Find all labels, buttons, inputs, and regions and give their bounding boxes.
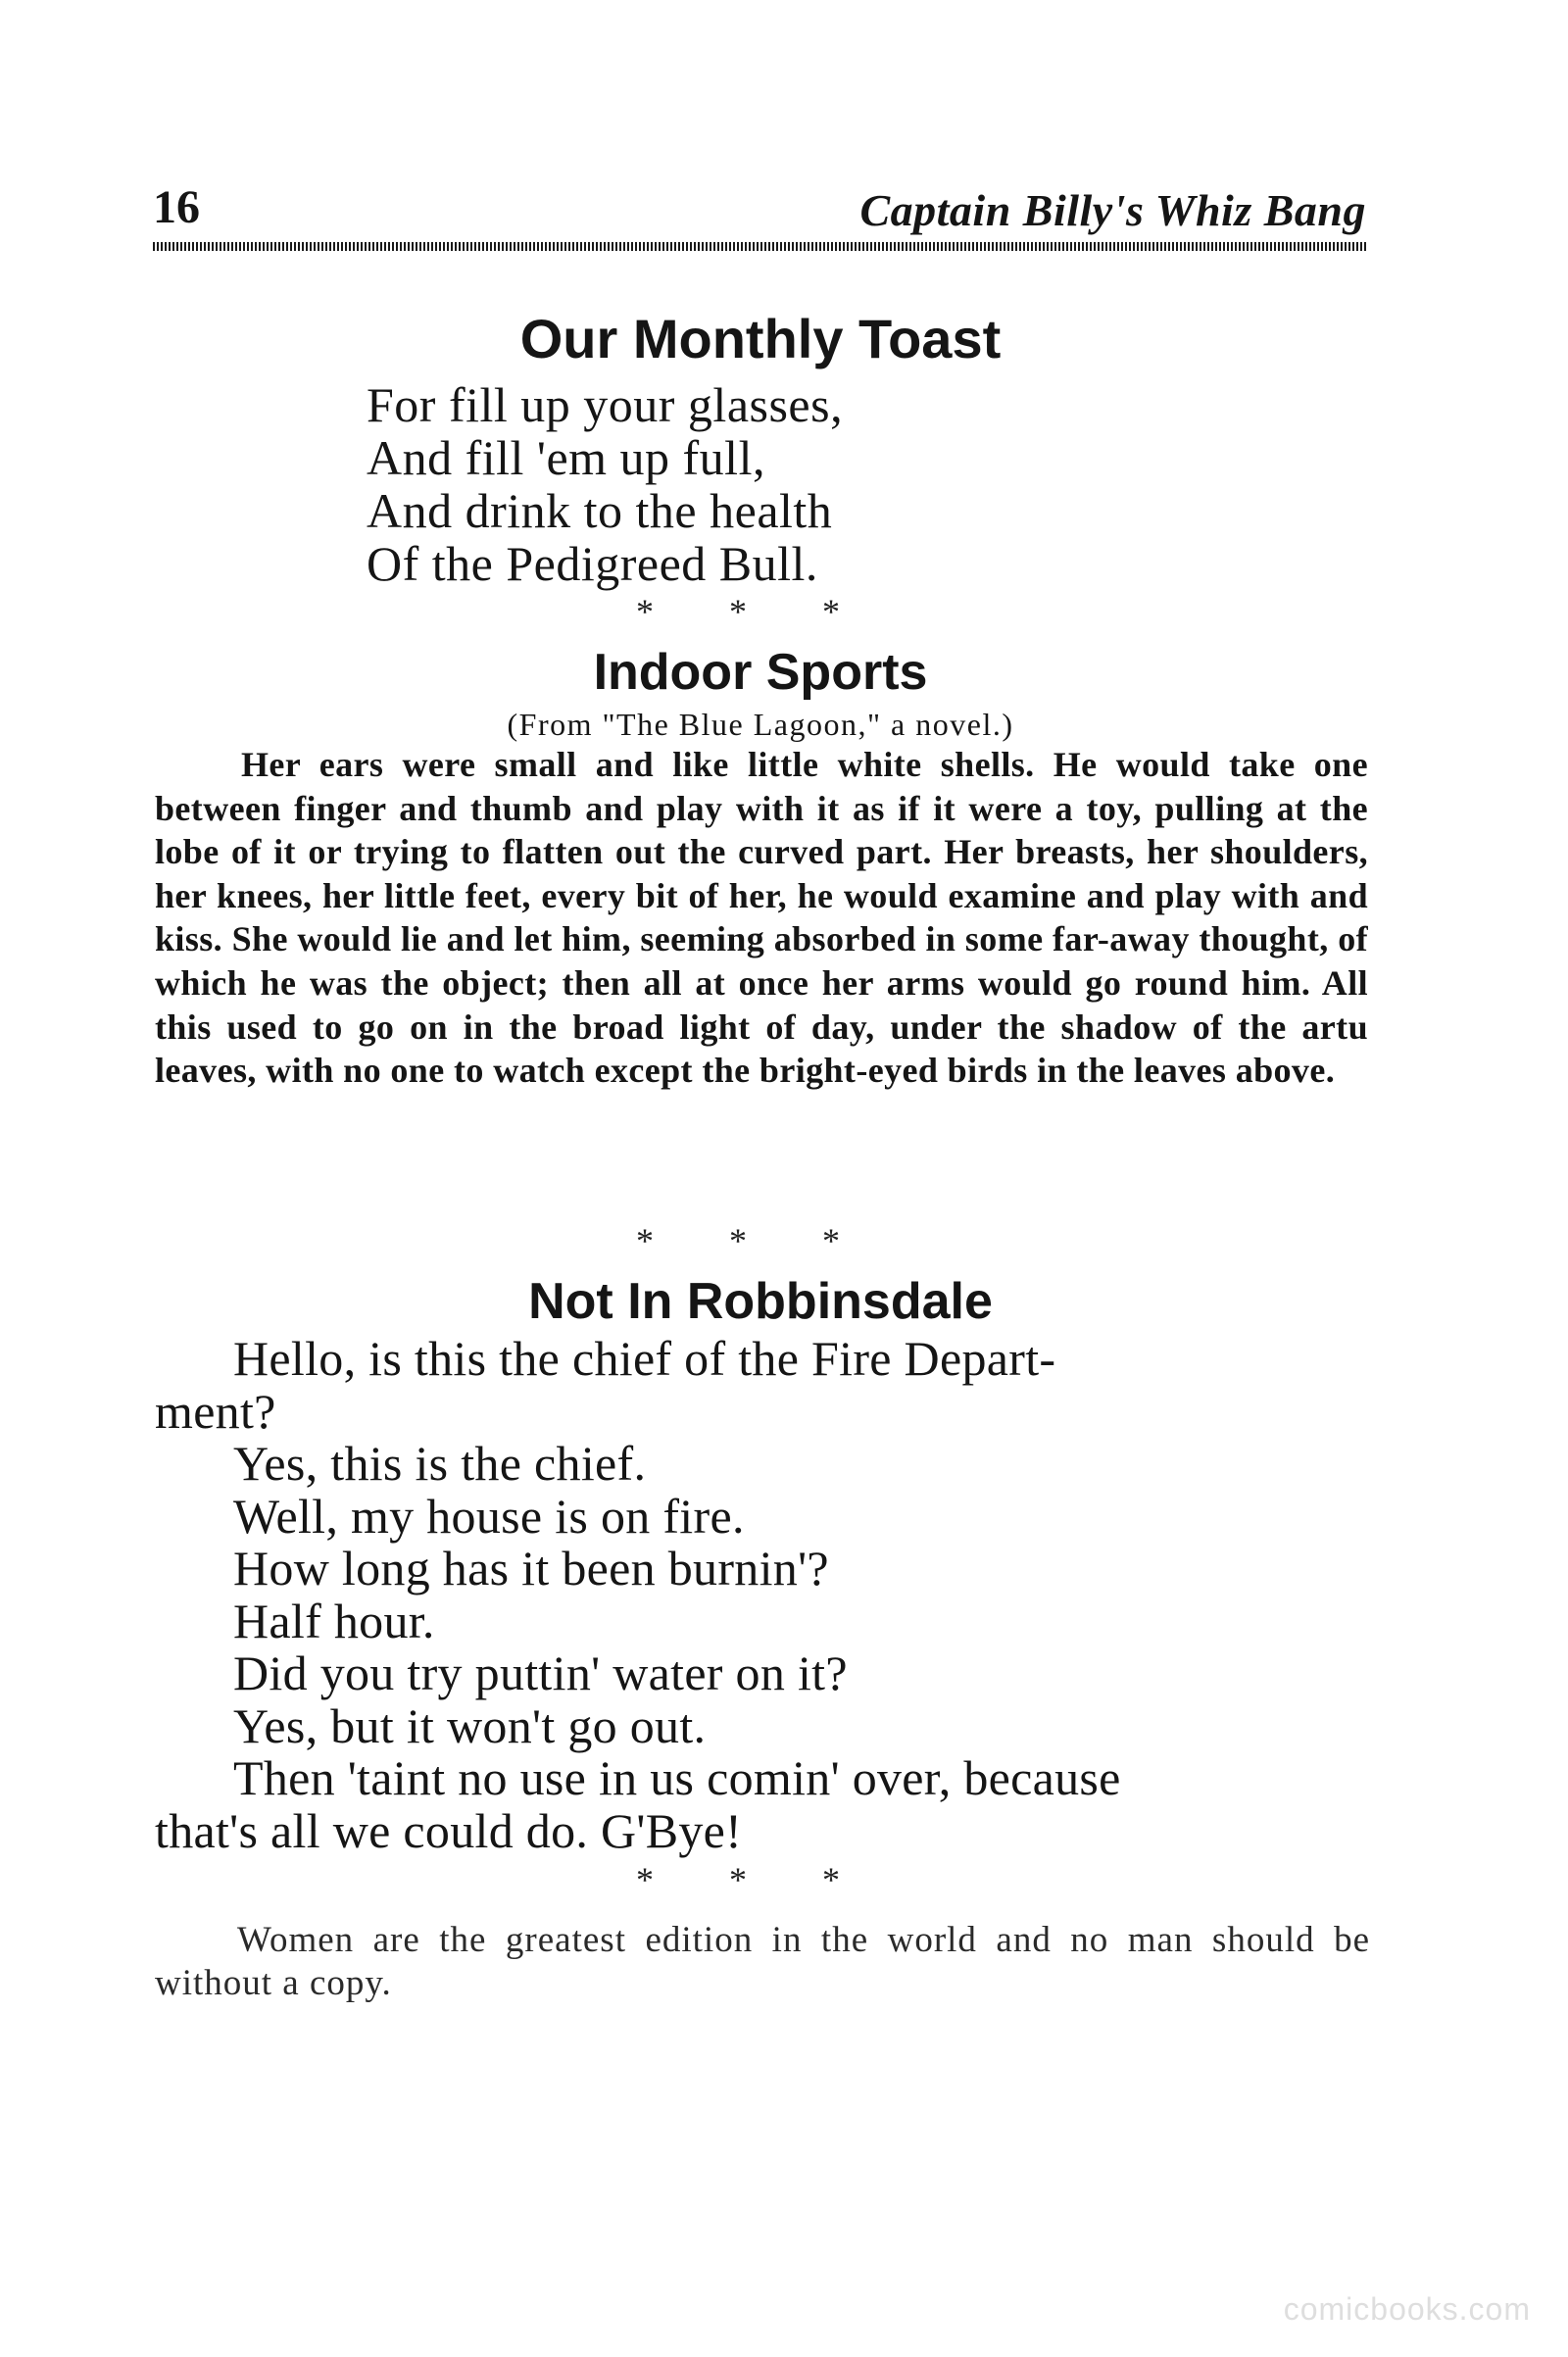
page-number: 16 [153,181,200,233]
running-title: Captain Billy's Whiz Bang [859,185,1366,235]
closing-joke: Women are the greatest edition in the world and no man should be without a copy. [155,1920,1370,2003]
poem-line: And fill 'em up full, [367,430,765,485]
watermark: comicbooks.com [1283,2291,1531,2327]
section-separator: * * * [636,1221,873,1260]
dialogue-line: Hello, is this the chief of the Fire Depart- [233,1331,1056,1386]
dialogue-line: that's all we could do. G'Bye! [155,1802,743,1858]
dialogue-line: Half hour. [233,1593,435,1648]
section-separator: * * * [636,592,873,631]
dialogue-line: Then 'taint no use in us comin' over, because [233,1750,1121,1805]
dialogue-line: How long has it been burnin'? [233,1541,829,1596]
dialogue-line: Did you try puttin' water on it? [233,1645,848,1700]
poem-line: For fill up your glasses, [367,377,844,432]
robbinsdale-dialogue [155,1333,1370,1857]
poem-line: Of the Pedigreed Bull. [367,536,818,591]
poem-line: And drink to the health [367,483,833,538]
toast-title: Our Monthly Toast [519,308,1002,369]
robbinsdale-title: Not In Robbinsdale [528,1273,993,1330]
indoor-sports-title: Indoor Sports [593,644,928,701]
toast-poem [367,378,1249,590]
source-note: (From "The Blue Lagoon," a novel.) [507,707,1014,742]
indoor-sports-body: Her ears were small and like little white shells. He would take one between finger and thumb and play with it as if it were a toy, pulling at the lobe of it or trying to flatten out the curved part. Her breasts, her shoulders, her knees, her little feet, every bit of her, he would examine and play with and kiss. She would lie and let him, seeming absorbed in some far-away thought, of which he was the object; then all at once her arms would go round him. All this used to go on in the broad light of day, under the shadow of the artu leaves, with no one to watch except the bright-eyed birds in the leaves above. [155,745,1368,1091]
header-rule [153,242,1368,251]
dialogue-line: Well, my house is on fire. [233,1488,745,1544]
dialogue-line: ment? [155,1383,276,1439]
dialogue-line: Yes, but it won't go out. [233,1697,707,1753]
section-separator: * * * [636,1860,873,1899]
dialogue-line: Yes, this is the chief. [233,1436,647,1491]
